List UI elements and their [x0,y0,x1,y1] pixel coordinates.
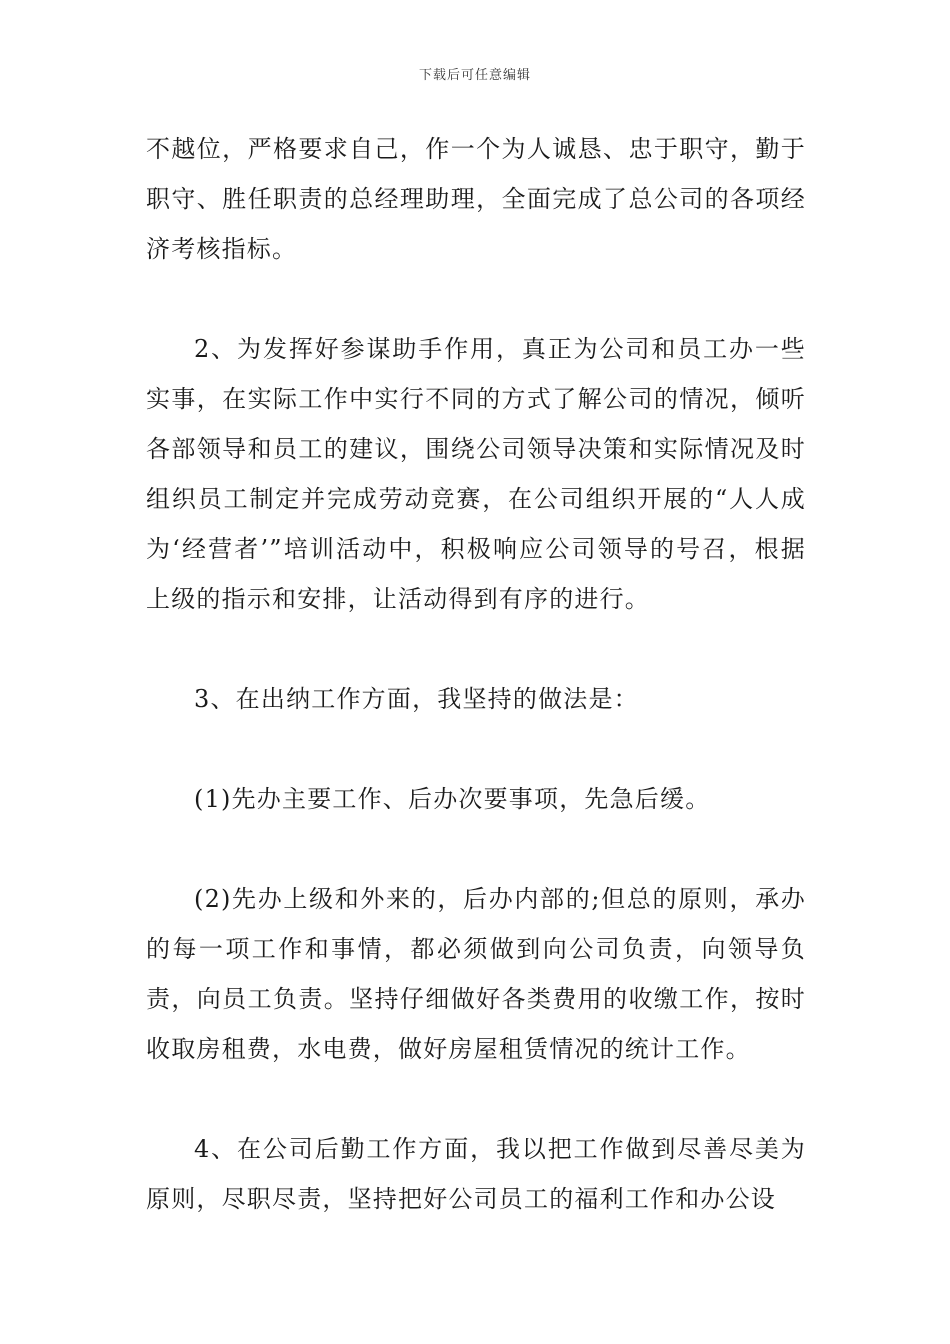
paragraph-continuation: 不越位，严格要求自己，作一个为人诚恳、忠于职守，勤于职守、胜任职责的总经理助理，全面完成了总公司的各项经济考核指标。 [146,135,806,263]
paragraph-spacer [146,824,806,874]
paragraph-subitem-1: (1)先办主要工作、后办次要事项，先急后缓。 [194,785,711,813]
document-body [146,124,806,1224]
paragraph-item-3: 3、在出纳工作方面，我坚持的做法是： [194,685,639,713]
paragraph-subitem-2: (2)先办上级和外来的，后办内部的;但总的原则，承办的每一项工作和事情，都必须做到向公司负责，向领导负责，向员工负责。坚持仔细做好各类费用的收缴工作，按时收取房租费，水电费，做好房屋租赁情况的统计工作。 [146,885,806,1063]
page-header-note: 下载后可任意编辑 [418,68,531,83]
paragraph-item-4: 4、在公司后勤工作方面，我以把工作做到尽善尽美为原则，尽职尽责，坚持把好公司员工的福利工作和办公设 [146,1135,806,1213]
paragraph-spacer [146,1074,806,1124]
paragraph-spacer [146,274,806,324]
paragraph-item-2: 2、为发挥好参谋助手作用，真正为公司和员工办一些实事，在实际工作中实行不同的方式了解公司的情况，倾听各部领导和员工的建议，围绕公司领导决策和实际情况及时组织员工制定并完成劳动竞赛，在公司组织开展的“人人成为‘经营者’”培训活动中，积极响应公司领导的号召，根据上级的指示和安排，让活动得到有序的进行。 [146,335,806,613]
paragraph-spacer [146,624,806,674]
paragraph-spacer [146,724,806,774]
